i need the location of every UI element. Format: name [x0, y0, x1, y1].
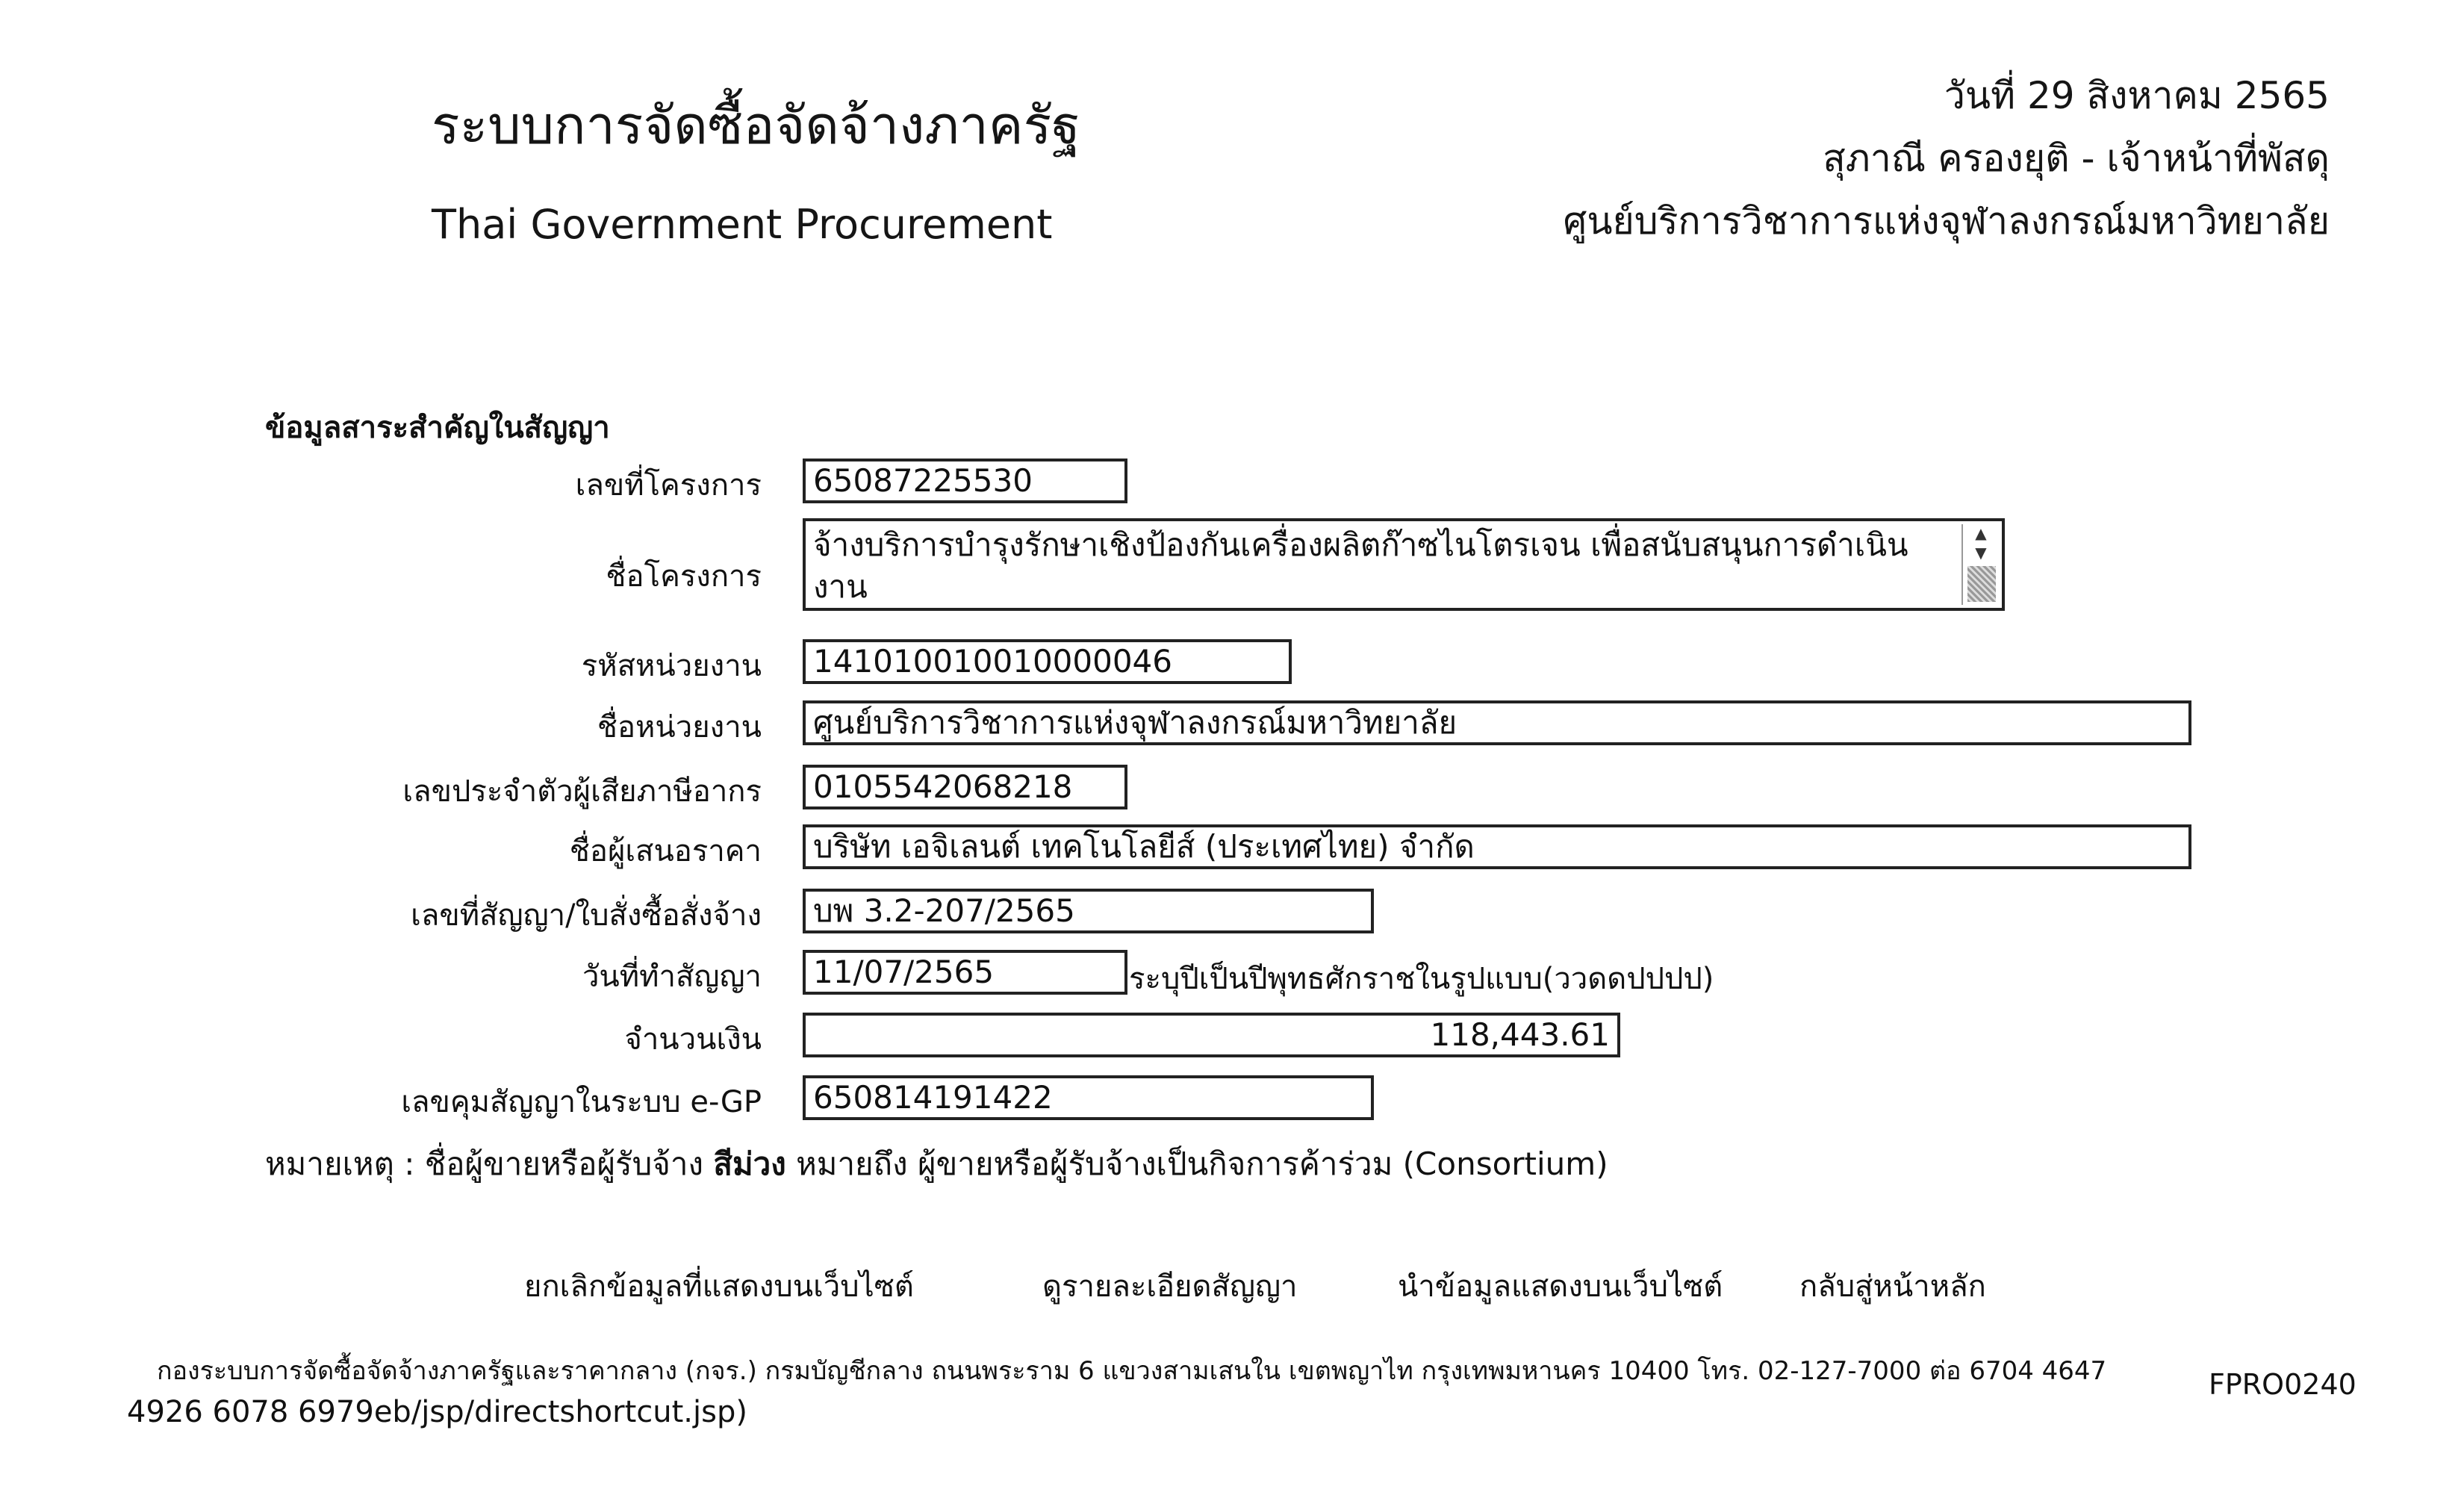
section-title: ข้อมูลสาระสำคัญในสัญญา — [265, 411, 610, 445]
unit-code-label: รหัสหน่วยงาน — [581, 649, 762, 683]
egp-no-label: เลขคุมสัญญาในระบบ e-GP — [401, 1085, 762, 1119]
consortium-note — [265, 1140, 1608, 1189]
user-organization: ศูนย์บริการวิชาการแห่งจุฬาลงกรณ์มหาวิทยาลัย — [1563, 199, 2330, 243]
publish-website-data-link[interactable]: นำข้อมูลแสดงบนเว็บไซต์ — [1398, 1269, 1723, 1304]
unit-name-label: ชื่อหน่วยงาน — [597, 710, 762, 745]
egp-no-field[interactable]: 650814191422 — [803, 1075, 1374, 1120]
amount-field[interactable]: 118,443.61 — [803, 1013, 1620, 1057]
amount-label: จำนวนเงิน — [624, 1022, 762, 1057]
unit-name-field[interactable]: ศูนย์บริการวิชาการแห่งจุฬาลงกรณ์มหาวิทยาลัย — [803, 700, 2191, 745]
bidder-name-field[interactable]: บริษัท เอจิเลนต์ เทคโนโลยีส์ (ประเทศไทย) จำกัด — [803, 824, 2191, 869]
bidder-name-row — [0, 824, 2240, 874]
project-no-row — [0, 459, 2240, 508]
egp-no-row — [0, 1075, 2240, 1125]
tax-id-label: เลขประจำตัวผู้เสียภาษีอากร — [402, 774, 762, 809]
page-url: 4926 6078 6979eb/jsp/directshortcut.jsp) — [127, 1395, 747, 1429]
user-name: สุภาณี ครองยุติ - เจ้าหน้าที่พัสดุ — [1823, 137, 2330, 180]
note-emphasis: สีม่วง — [713, 1146, 786, 1182]
page-code: FPRO0240 — [2209, 1368, 2356, 1401]
scroll-up-icon[interactable]: ▲ — [1975, 524, 1987, 542]
project-no-field[interactable]: 65087225530 — [803, 459, 1127, 503]
contract-date-label: วันที่ทำสัญญา — [582, 960, 762, 994]
unit-name-row — [0, 700, 2240, 750]
contract-no-field[interactable]: บพ 3.2-207/2565 — [803, 889, 1374, 933]
current-date: วันที่ 29 สิงหาคม 2565 — [1944, 74, 2330, 117]
app-title-thai: ระบบการจัดซื้อจัดจ้างภาครัฐ — [432, 95, 1080, 156]
project-no-label: เลขที่โครงการ — [575, 468, 762, 503]
contract-no-label: เลขที่สัญญา/ใบสั่งซื้อสั่งจ้าง — [411, 898, 762, 933]
contract-date-field[interactable]: 11/07/2565 — [803, 950, 1127, 995]
contract-date-row — [0, 950, 2240, 999]
note-prefix: หมายเหตุ : ชื่อผู้ขายหรือผู้รับจ้าง — [265, 1146, 714, 1182]
contract-no-row — [0, 889, 2240, 938]
unit-code-row — [0, 639, 2240, 689]
project-name-label: ชื่อโครงการ — [606, 559, 762, 594]
app-title-english: Thai Government Procurement — [432, 201, 1053, 248]
amount-row — [0, 1013, 2240, 1062]
scroll-down-icon[interactable]: ▼ — [1975, 544, 1987, 562]
back-to-home-link[interactable]: กลับสู่หน้าหลัก — [1799, 1269, 1986, 1304]
tax-id-row — [0, 765, 2240, 814]
unit-code-field[interactable]: 141010010010000046 — [803, 639, 1292, 684]
bidder-name-label: ชื่อผู้เสนอราคา — [569, 834, 762, 868]
cancel-website-data-link[interactable]: ยกเลิกข้อมูลที่แสดงบนเว็บไซต์ — [524, 1269, 914, 1304]
note-suffix: หมายถึง ผู้ขายหรือผู้รับจ้างเป็นกิจการค้าร่วม (Consortium) — [785, 1146, 1608, 1182]
action-bar — [0, 1262, 2464, 1307]
footer-address: กองระบบการจัดซื้อจัดจ้างภาครัฐและราคากลาง (กจร.) กรมบัญชีกลาง ถนนพระราม 6 แขวงสามเสนใน เขตพญาไท กรุงเทพมหานคร 10400 โทร. 02-127-7000 ต่อ 6704 4647 — [157, 1356, 2107, 1386]
project-name-line-2 — [813, 608, 1950, 611]
project-name-line-1: จ้างบริการบำรุงรักษาเชิงป้องกันเครื่องผลิตก๊าซไนโตรเจน เพื่อสนับสนุนการดำเนินงาน — [813, 526, 1908, 605]
scroll-thumb[interactable] — [1967, 566, 1996, 602]
contract-date-hint: ระบุปีเป็นปีพุทธศักราชในรูปแบบ(ววดดปปปป) — [1129, 962, 1714, 996]
view-contract-details-link[interactable]: ดูรายละเอียดสัญญา — [1042, 1269, 1298, 1304]
tax-id-field[interactable]: 0105542068218 — [803, 765, 1127, 809]
project-name-scrollbar[interactable] — [1961, 524, 1999, 605]
project-name-textarea[interactable] — [803, 518, 2005, 611]
